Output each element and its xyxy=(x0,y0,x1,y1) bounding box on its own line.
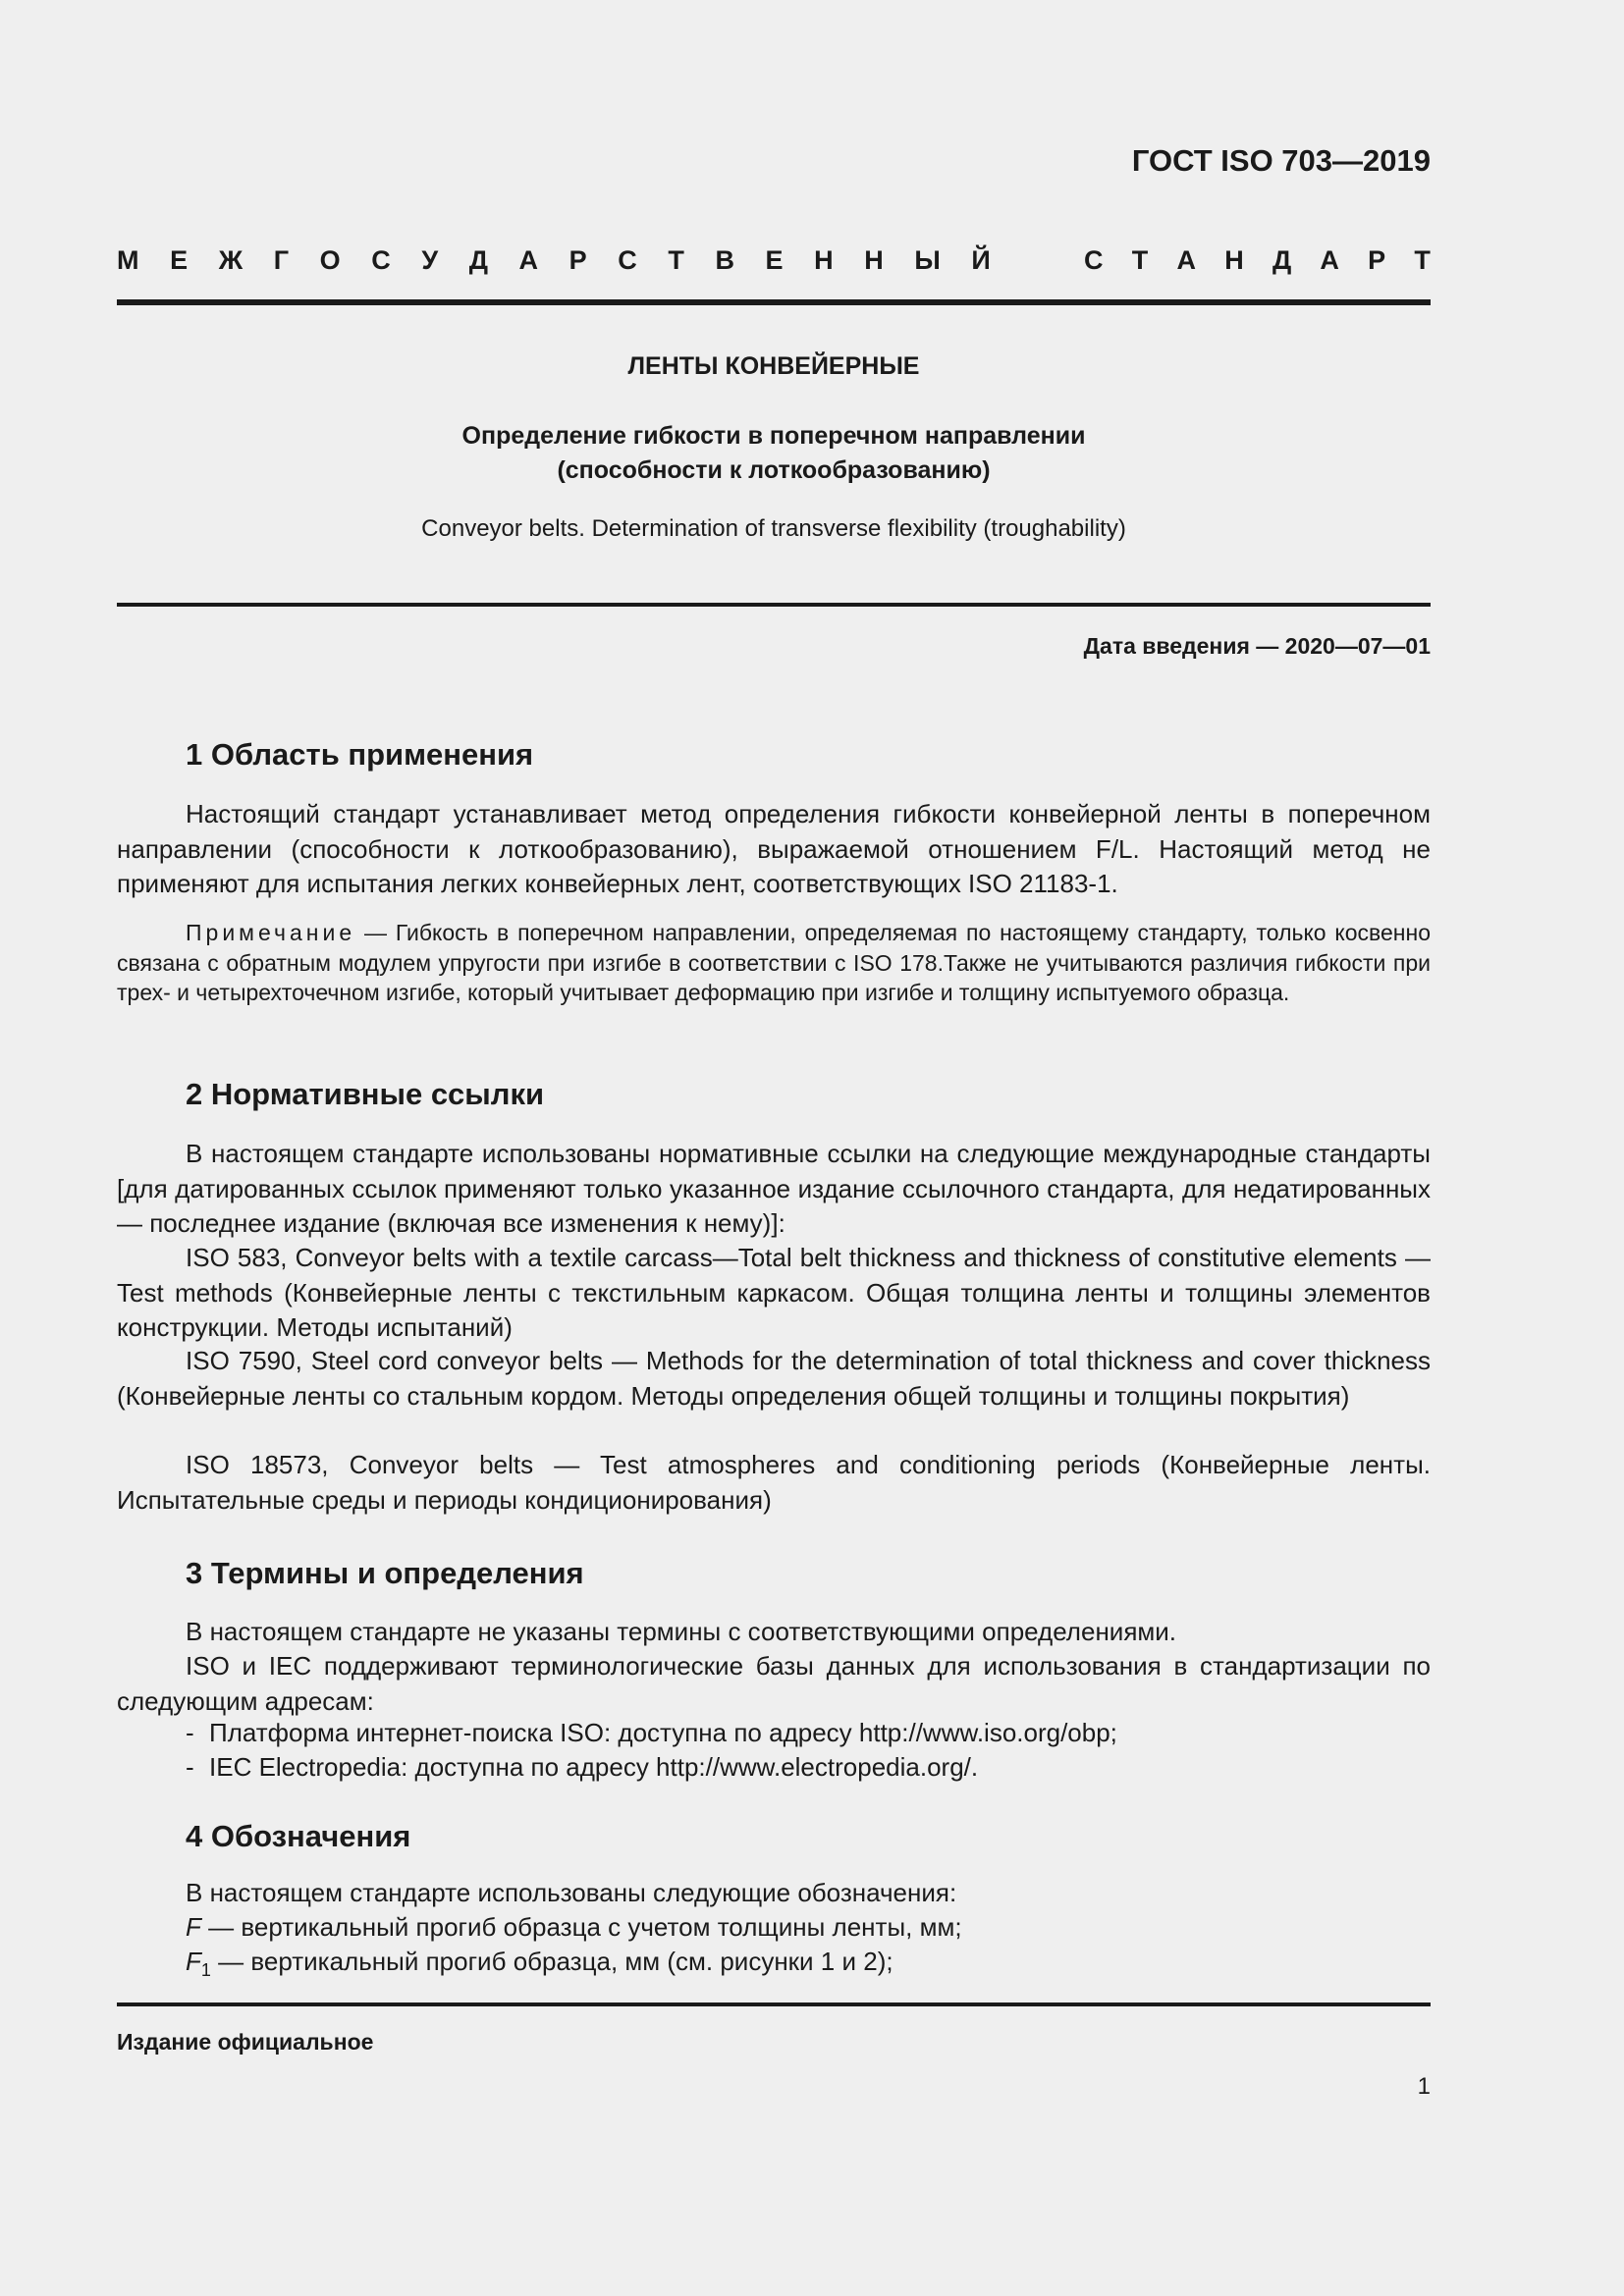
section-3-heading: 3 Термины и определения xyxy=(186,1556,584,1590)
standard-type-letter: А xyxy=(1320,245,1339,275)
reference-iso-7590 xyxy=(117,1344,1431,1414)
symbol-name: F xyxy=(186,1947,201,1976)
header-rule xyxy=(117,299,1431,305)
section-3-line-1 xyxy=(117,1615,1431,1650)
section-2-heading: 2 Нормативные ссылки xyxy=(186,1077,545,1111)
symbol-definition xyxy=(186,1947,893,1981)
standard-type-letter: Н xyxy=(814,245,834,275)
section-1-paragraph xyxy=(117,797,1431,902)
document-number: ГОСТ ISO 703—2019 xyxy=(1131,143,1431,178)
list-item: - Платформа интернет-поиска ISO: доступна по адресу http://www.iso.org/obp; xyxy=(186,1718,1117,1747)
reference-iso-18573 xyxy=(117,1448,1431,1518)
standard-type-heading xyxy=(117,245,1431,276)
symbol-definition xyxy=(186,1912,962,1943)
standard-type-letter: Р xyxy=(568,245,587,275)
standard-type-letter: Ж xyxy=(218,245,244,275)
title-rule xyxy=(117,603,1431,607)
standard-type-letter: Т xyxy=(1131,245,1149,275)
document-page xyxy=(117,0,1431,2296)
standard-type-letter: Т xyxy=(1414,245,1431,275)
introduction-date: Дата введения — 2020—07—01 xyxy=(1083,633,1431,659)
standard-type-letter: Д xyxy=(1272,245,1292,275)
section-1-heading: 1 Область применения xyxy=(186,737,534,772)
section-2-paragraph xyxy=(117,1137,1431,1242)
section-1-note xyxy=(117,918,1431,1008)
symbol-text: — вертикальный прогиб образца с учетом толщины ленты, мм; xyxy=(200,1912,962,1942)
reference-text: ISO 7590, Steel cord conveyor belts — Methods for the determination of total thickness and cover thickness (Конвейерные ленты со стальным кордом. Методы определения общей толщины и толщины покрытия) xyxy=(117,1346,1431,1411)
standard-type-letter: Н xyxy=(864,245,884,275)
document-subtitle xyxy=(117,419,1431,488)
standard-type-letter: А xyxy=(1176,245,1196,275)
symbol-subscript: 1 xyxy=(200,1960,211,1981)
standard-type-word-1 xyxy=(117,245,991,276)
section-2-text: В настоящем стандарте использованы нормативные ссылки на следующие международные стандарты [для датированных ссылок применяют только указанное издание ссылочного стандарта, для недатированных — последнее издание (включая все изменения к нему)]: xyxy=(117,1139,1431,1238)
english-title: Conveyor belts. Determination of transverse flexibility (troughability) xyxy=(421,515,1126,542)
section-3-text: В настоящем стандарте не указаны термины с соответствующими определениями. xyxy=(186,1617,1177,1646)
standard-type-letter: Д xyxy=(468,245,488,275)
section-3-paragraph xyxy=(117,1649,1431,1719)
standard-type-letter: Т xyxy=(668,245,684,275)
standard-type-letter: Р xyxy=(1368,245,1386,275)
standard-type-letter: Г xyxy=(273,245,290,275)
standard-type-letter: Н xyxy=(1224,245,1244,275)
section-4-line-1: В настоящем стандарте использованы следующие обозначения: xyxy=(186,1878,957,1907)
standard-type-letter: Ы xyxy=(914,245,941,275)
standard-type-letter: С xyxy=(1084,245,1104,275)
standard-type-letter: А xyxy=(518,245,539,275)
standard-type-letter: Й xyxy=(971,245,991,275)
standard-type-letter: Е xyxy=(170,245,189,275)
subtitle-line-1: Определение гибкости в поперечном направлении xyxy=(461,422,1086,450)
reference-iso-583 xyxy=(117,1241,1431,1346)
footer-rule xyxy=(117,2002,1431,2006)
section-3-text: ISO и IEC поддерживают терминологические базы данных для использования в стандартизации по следующим адресам: xyxy=(117,1651,1431,1716)
list-item-text: Платформа интернет-поиска ISO: доступна по адресу http://www.iso.org/obp; xyxy=(209,1718,1117,1747)
official-edition-label: Издание официальное xyxy=(117,2029,374,2055)
standard-type-letter: У xyxy=(421,245,439,275)
symbol-name: F xyxy=(186,1912,201,1942)
section-1-text: Настоящий стандарт устанавливает метод определения гибкости конвейерной ленты в поперечном направлении (способности к лоткообразованию), выражаемой отношением F/L. Настоящий метод не применяют для испытания легких конвейерных лент, соответствующих ISO 21183-1. xyxy=(117,799,1431,898)
standard-type-letter: С xyxy=(371,245,391,275)
note-text: — Гибкость в поперечном направлении, определяемая по настоящему стандарту, только косвенно связана с обратным модулем упругости при изгибе в соответствии с ISO 178.Также не учитываются различия гибкости при трех- и четырехточечном изгибе, который учитывает деформацию при изгибе и толщину испытуемого образца. xyxy=(117,920,1431,1005)
list-item-text: IEC Electropedia: доступна по адресу http://www.electropedia.org/. xyxy=(209,1752,979,1782)
note-label: Примечание xyxy=(186,920,356,945)
symbol-text: — вертикальный прогиб образца, мм (см. рисунки 1 и 2); xyxy=(210,1947,893,1976)
standard-type-letter: Е xyxy=(765,245,784,275)
subtitle-line-2: (способности к лоткообразованию) xyxy=(557,456,991,484)
standard-type-letter: В xyxy=(715,245,734,275)
standard-type-letter: С xyxy=(618,245,637,275)
document-title: ЛЕНТЫ КОНВЕЙЕРНЫЕ xyxy=(627,352,920,380)
standard-type-letter: О xyxy=(319,245,341,275)
section-4-heading: 4 Обозначения xyxy=(186,1819,411,1853)
page-number: 1 xyxy=(1417,2073,1431,2100)
standard-type-letter: М xyxy=(117,245,139,275)
reference-text: ISO 18573, Conveyor belts — Test atmospheres and conditioning periods (Конвейерные ленты. Испытательные среды и периоды кондиционирования) xyxy=(117,1450,1431,1515)
reference-text: ISO 583, Conveyor belts with a textile carcass—Total belt thickness and thickness of constitutive elements — Test methods (Конвейерные ленты с текстильным каркасом. Общая толщина ленты и толщины элементов конструкции. Методы испытаний) xyxy=(117,1243,1431,1342)
standard-type-word-2 xyxy=(1084,245,1431,276)
list-item: - IEC Electropedia: доступна по адресу http://www.electropedia.org/. xyxy=(186,1752,979,1782)
